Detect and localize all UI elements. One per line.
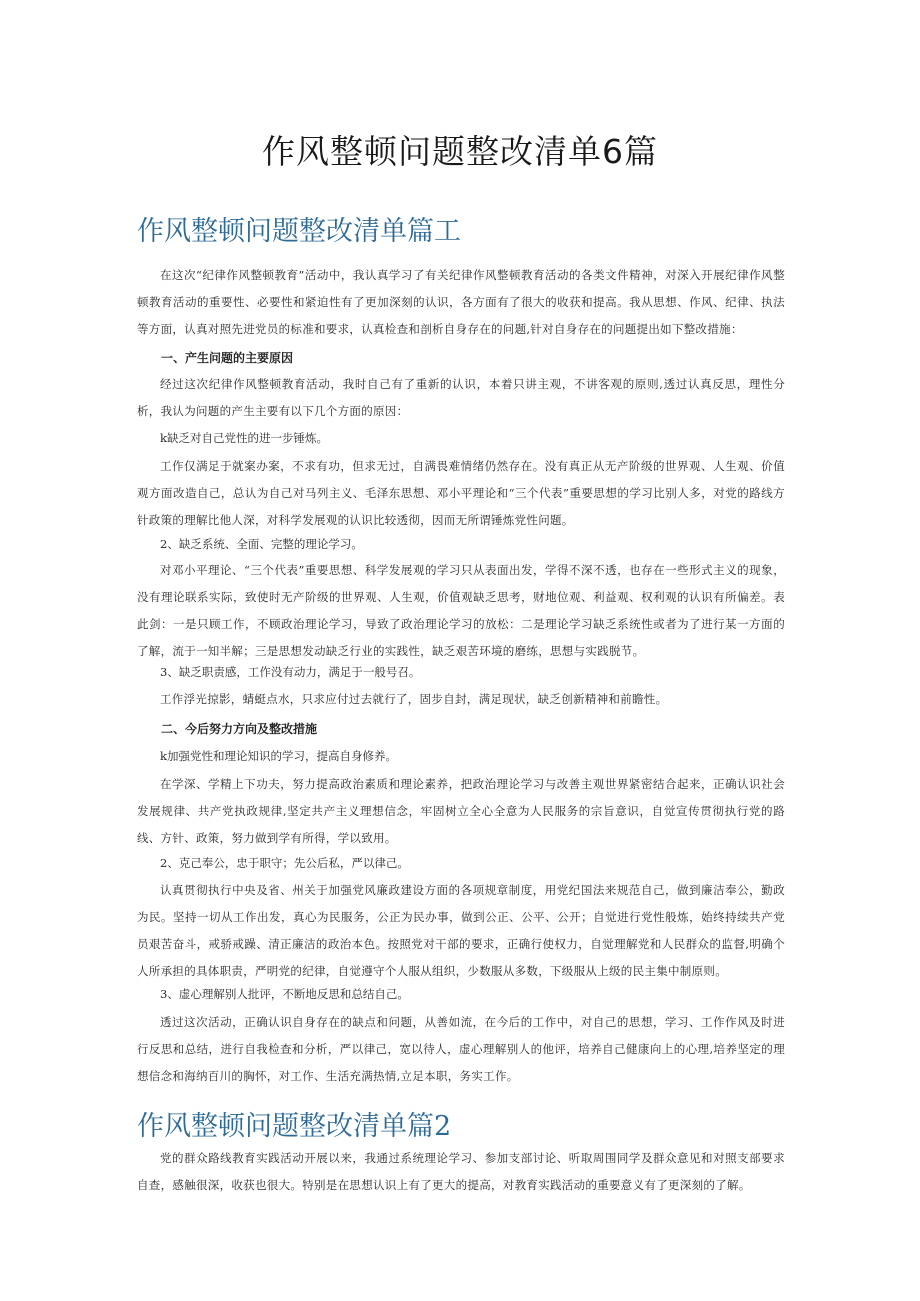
heading-causes: 一、产生问题的主要原因: [161, 351, 294, 365]
section2-title: 作风整顿问题整改清单篇2: [137, 1111, 452, 1142]
paragraph-item-1: 工作仅满足于就案办案，不求有功，但求无过，自满畏难情绪仍然存在。没有真正从无产阶级的世界观、人生观、价值观方面改造自己，总认为自己对马列主义、毛泽东思想、邓小平理论和“三个代表”重要思想的学习比别人多，对党的路线方针政策的理解比他人深，对科学发展观的认识比较透彻，因而无所谓锤炼党性问题。: [137, 459, 785, 527]
paragraph-item-5: 认真贯彻执行中央及省、州关于加强党风廉政建设方面的各项规章制度，用党纪国法来规范自己，做到廉洁奉公，勤政为民。坚持一切从工作出发，真心为民服务，公正为民办事，做到公正、公平、公开；自觉进行党性般炼，始终持续共产党员艰苦奋斗，戒骄戒躁、清正廉洁的政治本色。按照党对干部的要求，正确行使权力，自觉理解党和人民群众的监督,明确个人所承担的具体职责，严明党的纪律，自觉遵守个人服从组织，少数服从多数，下级服从上级的民主集中制原则。: [137, 883, 785, 978]
section2-intro: 党的群众路线教育实践活动开展以来，我通过系统理论学习、参加支部讨论、听取周围同学及群众意见和对照支部要求自查，感触很深，收获也很大。特别是在思想认识上有了更大的提高，对教育实践活动的重要意义有了更深刻的了解。: [137, 1151, 785, 1192]
heading-measures: 二、今后努力方向及整改措施: [161, 722, 318, 736]
section1-intro: 在这次“纪律作风整顿教育”活动中，我认真学习了有关纪律作风整顿教育活动的各类文件精神，对深入开展纪律作风整顿教育活动的重要性、必要性和紧迫性有了更加深刻的认识，各方面有了很大的收获和提高。我从思想、作风、纪律、执法等方面，认真对照先进党员的标准和要求，认真检查和剖析自身存在的问题,针对自身存在的问题提出如下整改措施：: [137, 268, 785, 336]
paragraph-item-6: 透过这次活动，正确认识自身存在的缺点和问题，从善如流，在今后的工作中，对自己的思想，学习、工作作风及时进行反思和总结，进行自我检查和分析，严以律己，宽以待人，虚心理解别人的他评，培养自己健康向上的心理,培养坚定的理想信念和海纳百川的胸怀，对工作、生活充满热情,立足本职，务实工作。: [137, 1015, 785, 1083]
list-item-3: 3、缺乏职责感，工作没有动力，满足于一般号召。: [160, 665, 421, 679]
list-item-5: 2、克己奉公，忠于职守；先公后私，严以律己。: [160, 856, 409, 870]
paragraph-item-3: 工作浮光掠影，蜻蜓点水，只求应付过去就行了，固步自封，满足现状，缺乏创新精神和前瞻性。: [160, 692, 668, 706]
paragraph-item-4: 在学深、学精上下功夫，努力提高政治素质和理论素养，把政治理论学习与改善主观世界紧密结合起来，正确认识社会发展规律、共产党执政规律,坚定共产主义理想信念，牢固树立全心全意为人民服务的宗旨意识，自觉宣传贯彻执行党的路线、方针、政策，努力做到学有所得，学以致用。: [137, 777, 785, 845]
list-item-2: 2、缺乏系统、全面、完整的理论学习。: [160, 537, 363, 551]
list-item-6: 3、虚心理解别人批评，不断地反思和总结自己。: [160, 987, 409, 1001]
list-item-1: k缺乏对自己党性的进一步锤炼。: [160, 431, 328, 445]
document-title: 作风整顿问题整改清单6篇: [262, 132, 658, 171]
paragraph-causes: 经过这次纪律作风整顿教育活动，我时自己有了重新的认识，本着只讲主观，不讲客观的原则,透过认真反思，理性分析，我认为问题的产生主要有以下几个方面的原因：: [137, 377, 785, 418]
list-item-4: k加强党性和理论知识的学习，提高自身修养。: [160, 749, 397, 763]
section1-title: 作风整顿问题整改清单篇工: [137, 216, 461, 247]
paragraph-item-2: 对邓小平理论、“三个代表”重要思想、科学发展观的学习只从表面出发，学得不深不透，也存在一些形式主义的现象，没有理论联系实际，致使时无产阶级的世界观、人生观，价值观缺乏思考，财地位观、利益观、权利观的认识有所偏差。表此剑：一是只顾工作，不顾政治理论学习，导致了政治理论学习的放松：二是理论学习缺乏系统性或者为了进行某一方面的了解，流于一知半解；三是思想发动缺乏行业的实践性，缺乏艰苦环境的磨练，思想与实践脱节。: [137, 563, 785, 658]
